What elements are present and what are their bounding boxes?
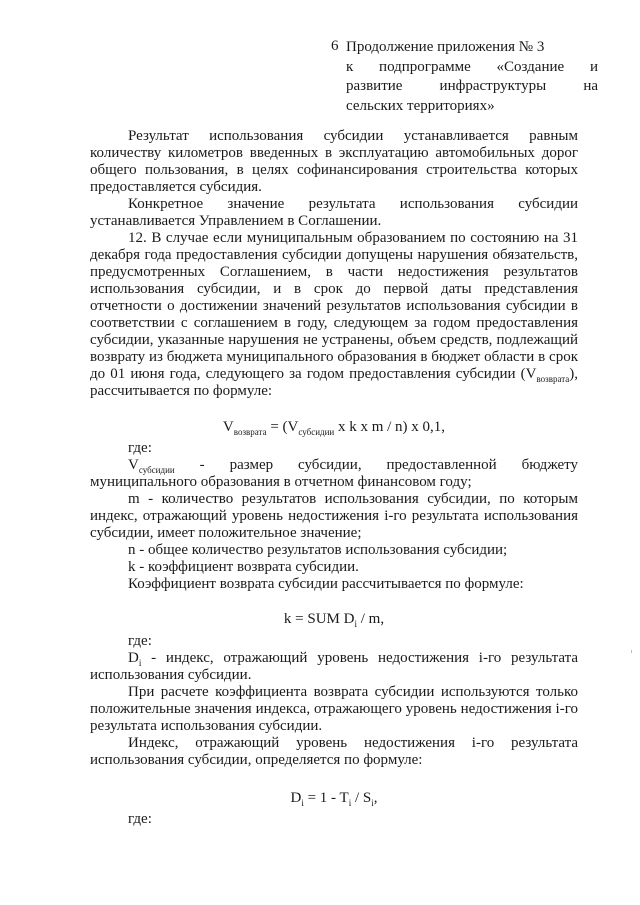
formula-k: k = SUM $D_i$ / m, xyxy=(283,611,385,629)
where-label-2: где: xyxy=(128,633,152,649)
page-number: 6 xyxy=(331,38,339,54)
header-line-3: развитие инфраструктуры на xyxy=(346,78,598,94)
formula-d: $D_i = 1 - T_i / S_i$, xyxy=(290,790,378,808)
paragraph-12: 12. В случае если муниципальным образованием по состоянию на 31 декабря года предоставления субсидии допущены нарушения обязательств, предусмотренных Соглашением, в части недостижения результатов использования субсидии, и в срок до первой даты представления отчетности о достижении значений результатов использования субсидии в соответствии с соглашением в году, следующем за годом предоставления субсидии, указанные нарушения не устранены, объем средств, подлежащий возврату из бюджета муниципального образования в бюджет области в срок до 01 июня года, следующего за годом предоставления субсидии $(V_{возврата})$, рассчитывается по формуле: xyxy=(90,230,578,399)
definition-k: k - коэффициент возврата субсидии. xyxy=(128,559,359,575)
definition-n: n - общее количество результатов использования субсидии; xyxy=(128,542,508,558)
appendix-header xyxy=(346,38,598,116)
paragraph-specific-value: Конкретное значение результата использования субсидии устанавливается Управлением в Соглашении. xyxy=(90,196,578,229)
paragraph-positive-values: При расчете коэффициента возврата субсидии используются только положительные значения индекса, отражающего уровень недостижения i-го результата использования субсидии. xyxy=(90,684,578,734)
definition-d: $D_i$ - индекс, отражающий уровень недостижения i-го результата использования субсидии. xyxy=(90,650,578,683)
paragraph-k-formula-intro: Коэффициент возврата субсидии рассчитывается по формуле: xyxy=(128,576,524,592)
where-label-1: где: xyxy=(128,440,152,456)
paragraph-result: Результат использования субсидии устанавливается равным количеству километров введенных в эксплуатацию автомобильных дорог общего пользования, в целях софинансирования строительства которых предоставляется субсидия. xyxy=(90,128,578,195)
header-line-1: Продолжение приложения № 3 xyxy=(346,39,545,55)
paragraph-index-intro: Индекс, отражающий уровень недостижения i-го результата использования субсидии, определяется по формуле: xyxy=(90,735,578,768)
definition-v-subsidy: $V_{субсидии}$ - размер субсидии, предоставленной бюджету муниципального образования в отчетном финансовом году; xyxy=(90,457,578,490)
where-label-3: где: xyxy=(128,811,152,827)
definition-m: m - количество результатов использования субсидии, по которым индекс, отражающий уровень недостижения i-го результата использования субсидии, имеет положительное значение; xyxy=(90,491,578,541)
scan-mark xyxy=(631,650,632,653)
header-line-4: сельских территориях» xyxy=(346,97,495,114)
formula-v-return: $V_{возврата} = (V_{субсидии}$ x k x m / n) x 0,1, xyxy=(222,419,446,437)
header-line-2: к подпрограмме «Создание и xyxy=(346,58,598,75)
document-body xyxy=(90,128,578,828)
